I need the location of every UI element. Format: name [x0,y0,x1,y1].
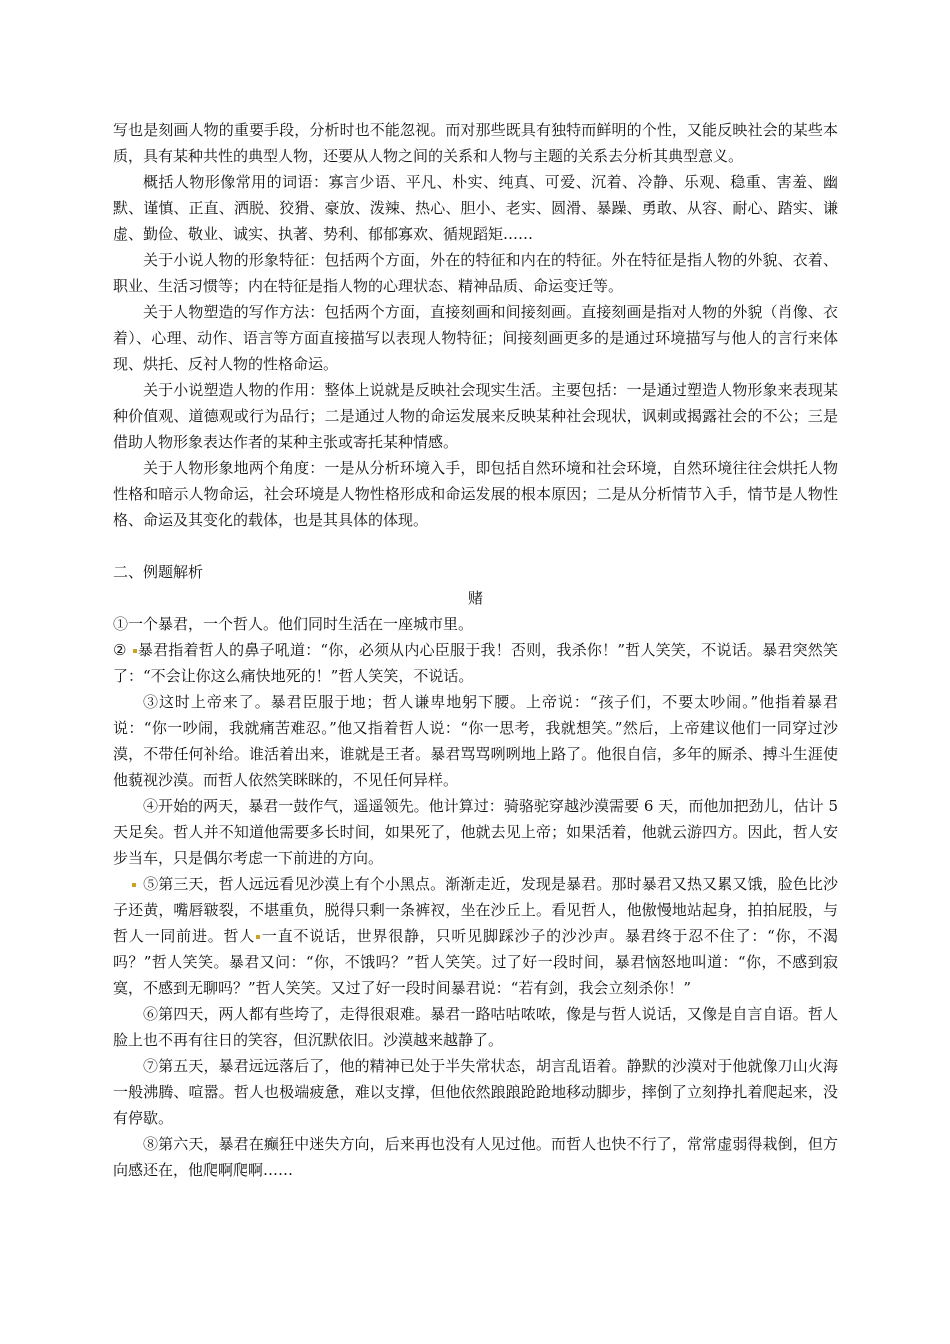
story-paragraph: ①一个暴君，一个哲人。他们同时生活在一座城市里。 [113,615,474,633]
story-paragraph: ③这时上帝来了。暴君臣服于地；哲人谦卑地躬下腰。上帝说：“孩子们，不要太吵闹。”他指着暴君说：“你一吵闹，我就痛苦难忍。”他又指着哲人说：“你一思考，我就想笑。”然后，上帝建议他们一同穿过沙漠，不带任何补给。谁活着出来，谁就是王者。暴君骂骂咧咧地上路了。他很自信，多年的厮杀、搏斗生涯使他藐视沙漠。而哲人依然笑眯眯的，不见任何异样。 [113,693,838,789]
paragraph: 关于人物形象地两个角度：一是从分析环境入手，即包括自然环境和社会环境，自然环境往往会烘托人物性格和暗示人物命运，社会环境是人物性格形成和命运发展的根本原因；二是从分析情节入手，情节是人物性格、命运及其变化的载体，也是其具体的体现。 [113,459,838,529]
paragraph: 关于小说塑造人物的作用：整体上说就是反映社会现实生活。主要包括：一是通过塑造人物形象来表现某种价值观、道德观或行为品行；二是通过人物的命运发展来反映某种社会现状，讽刺或揭露社会的不公；三是借助人物形象表达作者的某种主张或寄托某种情感。 [113,381,838,451]
paragraph: 关于人物塑造的写作方法：包括两个方面，直接刻画和间接刻画。直接刻画是指对人物的外貌（肖像、衣着）、心理、动作、语言等方面直接描写以表现人物特征；间接刻画更多的是通过环境描写与他人的言行来体现、烘托、反衬人物的性格命运。 [113,303,838,373]
story-paragraph [113,637,838,689]
mark-dot [256,935,260,939]
paragraph: 写也是刻画人物的重要手段，分析时也不能忽视。而对那些既具有独特而鲜明的个性，又能反映社会的某些本质，具有某种共性的典型人物，还要从人物之间的关系和人物与主题的关系去分析其典型意义。 [113,121,838,165]
story-paragraph: ④开始的两天，暴君一鼓作气，遥遥领先。他计算过：骑骆驼穿越沙漠需要 6 天，而他加把劲儿，估计 5 天足矣。哲人并不知道他需要多长时间，如果死了，他就去见上帝；如果活着，他就云游四方。因此，哲人安步当车，只是偶尔考虑一下前进的方向。 [113,797,838,867]
story-paragraph: ⑦第五天，暴君远远落后了，他的精神已处于半失常状态，胡言乱语着。静默的沙漠对于他就像刀山火海一般沸腾、喧嚣。哲人也极端疲惫，难以支撑，但他依然踉踉跄跄地移动脚步，摔倒了立刻挣扎着爬起来，没有停歇。 [113,1057,838,1127]
paragraph: 概括人物形像常用的词语：寡言少语、平凡、朴实、纯真、可爱、沉着、冷静、乐观、稳重、害羞、幽默、谨慎、正直、洒脱、狡猾、豪放、泼辣、热心、胆小、老实、圆滑、暴躁、勇敢、从容、耐心、踏实、谦虚、勤俭、敬业、诚实、执著、势利、郁郁寡欢、循规蹈矩…… [113,173,838,243]
section-heading: 二、例题解析 [113,563,204,581]
paragraph-text: 暴君指着哲人的鼻子吼道：“你，必须从内心臣服于我！否则，我杀你！”哲人笑笑，不说话。暴君突然笑了：“不会让你这么痛快地死的！”哲人笑笑，不说话。 [113,641,838,685]
paragraph-number: ② [113,641,127,659]
document-page [113,117,838,1183]
story-paragraph [113,871,838,1001]
mark-dot [132,883,136,887]
mark-dot [133,649,137,653]
story-paragraph: ⑥第四天，两人都有些垮了，走得很艰难。暴君一路咕咕哝哝，像是与哲人说话，又像是自言自语。哲人脸上也不再有往日的笑容，但沉默依旧。沙漠越来越静了。 [113,1005,838,1049]
story-paragraph: ⑧第六天，暴君在癫狂中迷失方向，后来再也没有人见过他。而哲人也快不行了，常常虚弱得栽倒，但方向感还在，他爬啊爬啊…… [113,1135,838,1179]
paragraph: 关于小说人物的形象特征：包括两个方面，外在的特征和内在的特征。外在特征是指人物的外貌、衣着、职业、生活习惯等；内在特征是指人物的心理状态、精神品质、命运变迁等。 [113,251,838,295]
paragraph-text: ⑤第三天，哲人远远看见沙漠上有个小黑点。渐渐走近，发现是暴君。那时暴君又热又累又饿，脸色比沙子还黄，嘴唇皲裂，不堪重负，脱得只剩一条裤衩，坐在沙丘上。看见哲人，他傲慢地站起身，拍拍屁股，与哲人一同前进。哲人 [113,875,838,945]
story-title: 赌 [467,589,483,607]
paragraph-text: 一直不说话，世界很静，只听见脚踩沙子的沙沙声。暴君终于忍不住了：“你，不渴吗？”哲人笑笑。暴君又问：“你，不饿吗？”哲人笑笑。过了好一段时间，暴君恼怒地叫道：“你，不感到寂寞，不感到无聊吗？”哲人笑笑。又过了好一段时间暴君说：“若有剑，我会立刻杀你！” [113,927,838,997]
blank-line [113,533,838,559]
